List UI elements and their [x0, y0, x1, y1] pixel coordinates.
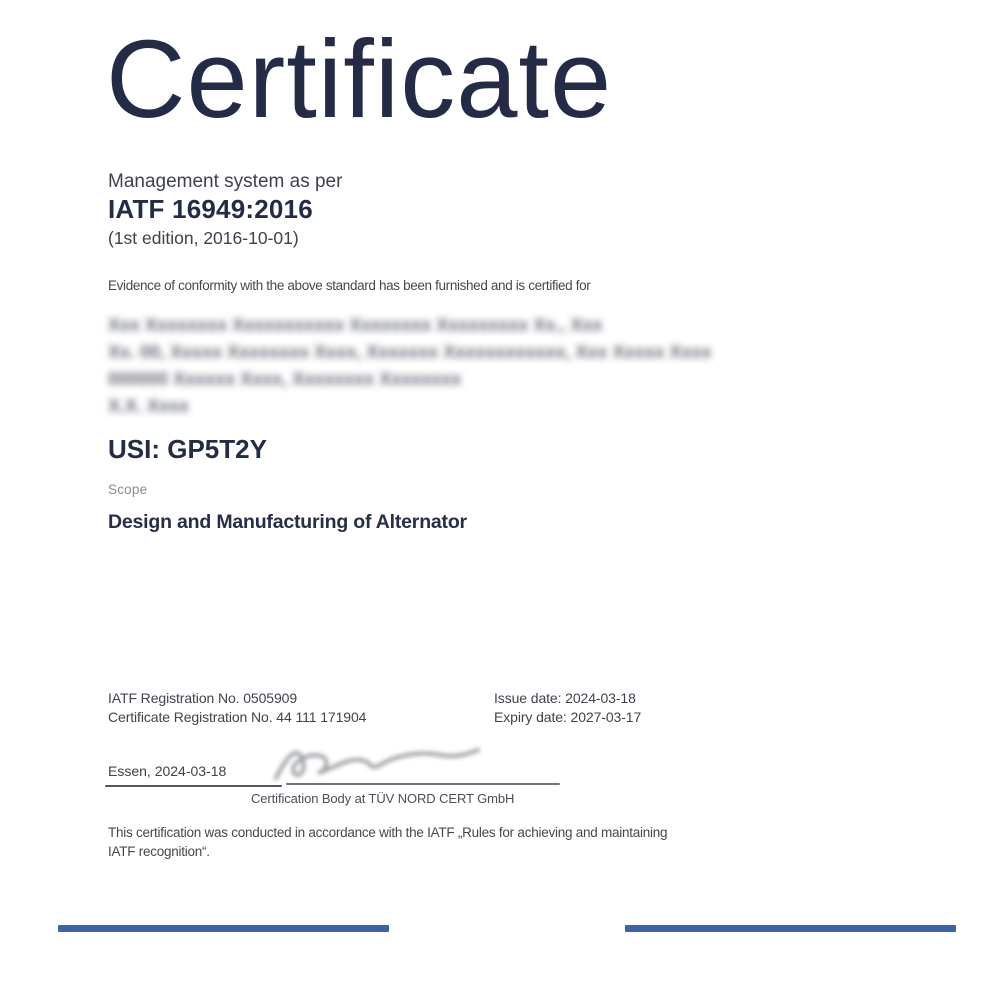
iatf-registration-no: IATF Registration No. 0505909: [108, 690, 298, 706]
footer-note: [108, 824, 667, 861]
issue-date: Issue date: 2024-03-18: [494, 690, 636, 706]
signature-scribble: [268, 740, 486, 784]
scope-value: Design and Manufacturing of Alternator: [108, 511, 467, 533]
bottom-accent-bar-left: [58, 925, 389, 932]
usi-number: USI: GP5T2Y: [108, 434, 267, 464]
scope-label: Scope: [108, 482, 148, 497]
registration-numbers: [108, 689, 366, 726]
standard-edition: (1st edition, 2016-10-01): [108, 228, 299, 248]
signing-place-date: Essen, 2024-03-18: [108, 763, 227, 779]
footer-note-line-2: IATF recognition“.: [108, 843, 210, 859]
company-line-3: 000000 Xxxxxx Xxxx, Xxxxxxxx Xxxxxxxx: [108, 369, 462, 389]
evidence-statement: Evidence of conformity with the above standard has been furnished and is certified for: [108, 278, 591, 293]
certified-company-block-redacted: [108, 312, 712, 420]
company-line-2: Xx. 00, Xxxxx Xxxxxxxx Xxxx, Xxxxxxx Xxxxxxxxxxxx, Xxx Xxxxx Xxxx: [108, 342, 712, 362]
certificate-title: Certificate: [106, 18, 613, 141]
validity-dates: [494, 689, 641, 726]
certification-body-label: Certification Body at TÜV NORD CERT GmbH: [251, 791, 515, 806]
certificate-registration-no: Certificate Registration No. 44 111 171904: [108, 708, 367, 725]
expiry-date: Expiry date: 2027-03-17: [494, 708, 642, 725]
footer-note-line-1: This certification was conducted in accordance with the IATF „Rules for achieving and maintaining: [108, 825, 668, 840]
company-line-1: Xxx Xxxxxxxx Xxxxxxxxxxx Xxxxxxxx Xxxxxxxxx Xx., Xxx: [108, 315, 603, 335]
standard-name: IATF 16949:2016: [108, 194, 313, 224]
bottom-accent-bar-right: [625, 925, 956, 932]
standard-intro-line: Management system as per: [108, 171, 343, 192]
place-date-underline: [105, 785, 282, 787]
company-line-4: X.X. Xxxx: [108, 396, 190, 416]
